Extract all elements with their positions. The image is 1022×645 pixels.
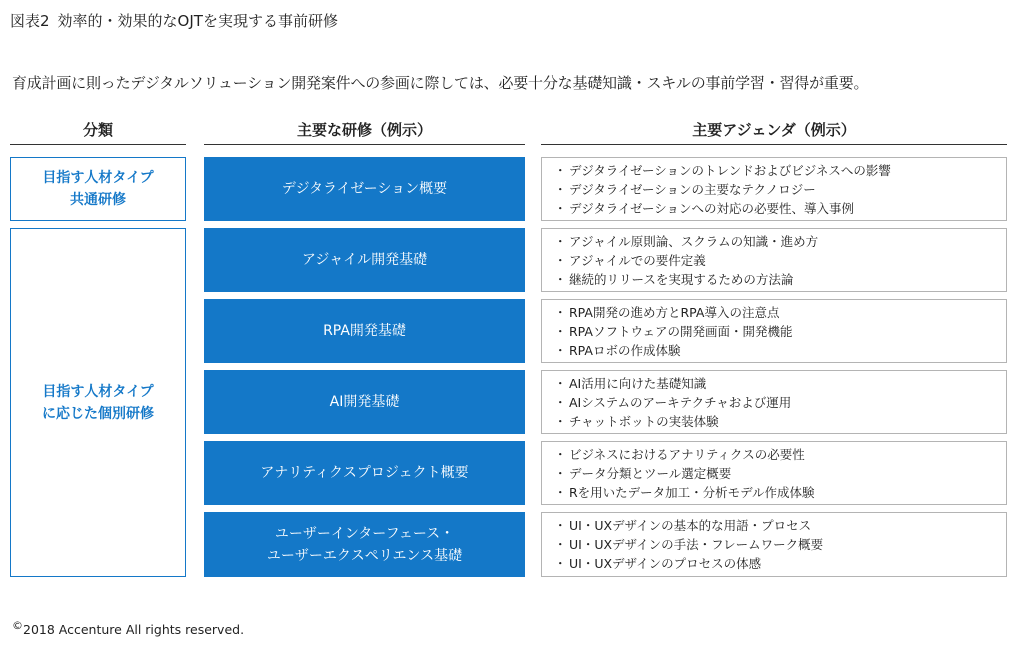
- agenda-box: [541, 370, 1007, 434]
- bullet: ・: [554, 413, 567, 429]
- agenda-item: [554, 161, 1006, 180]
- agenda-item: [554, 464, 1006, 483]
- agenda-text: チャットボットの実装体験: [569, 413, 719, 429]
- training-label: ユーザーインターフェース・: [274, 525, 455, 542]
- agenda-text: デジタライゼーションの主要なテクノロジー: [569, 181, 816, 197]
- training-label: アナリティクスプロジェクト概要: [260, 465, 469, 481]
- agenda-item: [554, 445, 1006, 464]
- bullet: ・: [554, 537, 567, 552]
- agenda-text: UI・UXデザインの手法・フレームワーク概要: [569, 537, 824, 552]
- bullet: ・: [554, 233, 567, 249]
- agenda-text: RPAロボの作成体験: [569, 342, 681, 358]
- agenda-item: [554, 554, 1006, 573]
- agenda-item: [554, 270, 1006, 289]
- training-box: [204, 370, 525, 434]
- agenda-item: [554, 374, 1006, 393]
- agenda-item: [554, 251, 1006, 270]
- category-common: [10, 157, 186, 221]
- agenda-item: [554, 232, 1006, 251]
- agenda-text: 継続的リリースを実現するための方法論: [569, 271, 794, 287]
- agenda-text: RPA開発の進め方とRPA導入の注意点: [569, 304, 780, 320]
- bullet: ・: [554, 375, 567, 391]
- bullet: ・: [554, 323, 567, 339]
- bullet: ・: [554, 394, 567, 410]
- agenda-text: データ分類とツール選定概要: [569, 465, 732, 481]
- training-box: [204, 228, 525, 292]
- figure-number: 図表2: [10, 12, 50, 30]
- category-label-line: 共通研修: [70, 192, 126, 208]
- bullet: ・: [554, 162, 567, 178]
- agenda-box: [541, 228, 1007, 292]
- header-training: 主要な研修（例示）: [296, 121, 432, 139]
- bullet: ・: [554, 465, 567, 481]
- agenda-text: Rを用いたデータ加工・分析モデル作成体験: [569, 484, 815, 500]
- header-category: 分類: [82, 121, 113, 139]
- training-box: [204, 512, 525, 577]
- copyright-text: 2018 Accenture All rights reserved.: [23, 622, 245, 637]
- category-label-line: に応じた個別研修: [42, 405, 154, 422]
- training-box: [204, 299, 525, 363]
- header-agenda: 主要アジェンダ（例示）: [692, 121, 856, 139]
- category-individual: [10, 228, 186, 577]
- agenda-box: [541, 299, 1007, 363]
- agenda-box: [541, 441, 1007, 505]
- agenda-item: [554, 322, 1006, 341]
- agenda-item: [554, 535, 1006, 554]
- training-box: [204, 157, 525, 221]
- bullet: ・: [554, 342, 567, 358]
- agenda-box: [541, 157, 1007, 221]
- bullet: ・: [554, 518, 567, 533]
- training-label: デジタライゼーション概要: [281, 181, 448, 197]
- agenda-text: デジタライゼーションのトレンドおよびビジネスへの影響: [569, 162, 891, 178]
- agenda-item: [554, 393, 1006, 412]
- bullet: ・: [554, 446, 567, 462]
- bullet: ・: [554, 484, 567, 500]
- agenda-item: [554, 483, 1006, 502]
- training-label: アジャイル開発基礎: [301, 252, 428, 268]
- agenda-text: UI・UXデザインの基本的な用語・プロセス: [569, 518, 812, 533]
- bullet: ・: [554, 181, 567, 197]
- agenda-text: AI活用に向けた基礎知識: [569, 375, 707, 391]
- bullet: ・: [554, 304, 567, 320]
- agenda-text: UI・UXデザインのプロセスの体感: [569, 556, 762, 571]
- bullet: ・: [554, 252, 567, 268]
- agenda-text: アジャイルでの要件定義: [569, 252, 706, 268]
- figure-title: [10, 10, 338, 31]
- agenda-item: [554, 180, 1006, 199]
- agenda-item: [554, 303, 1006, 322]
- bullet: ・: [554, 271, 567, 287]
- agenda-box: [541, 512, 1007, 577]
- agenda-text: AIシステムのアーキテクチャおよび運用: [569, 394, 792, 410]
- training-box: [204, 441, 525, 505]
- agenda-text: RPAソフトウェアの開発画面・開発機能: [569, 323, 793, 339]
- category-label-line: 目指す人材タイプ: [42, 170, 154, 186]
- agenda-item: [554, 412, 1006, 431]
- training-label: ユーザーエクスペリエンス基礎: [266, 547, 463, 564]
- agenda-item: [554, 199, 1006, 218]
- agenda-text: アジャイル原則論、スクラムの知識・進め方: [569, 233, 819, 249]
- copyright-symbol: ©: [12, 619, 23, 632]
- training-label: RPA開発基礎: [323, 323, 406, 339]
- agenda-item: [554, 516, 1006, 535]
- copyright: [12, 619, 245, 637]
- header-rule-agenda: [541, 144, 1007, 145]
- figure-subtitle: 育成計画に則ったデジタルソリューション開発案件への参画に際しては、必要十分な基礎知識・スキルの事前学習・習得が重要。: [12, 74, 869, 92]
- bullet: ・: [554, 556, 567, 571]
- bullet: ・: [554, 200, 567, 216]
- header-rule-training: [204, 144, 525, 145]
- agenda-text: デジタライゼーションへの対応の必要性、導入事例: [569, 200, 855, 216]
- category-label-line: 目指す人材タイプ: [42, 383, 154, 400]
- training-label: AI開発基礎: [329, 394, 400, 410]
- agenda-item: [554, 341, 1006, 360]
- figure-title-text: 効率的・効果的なOJTを実現する事前研修: [57, 12, 338, 30]
- header-rule-category: [10, 144, 186, 145]
- agenda-text: ビジネスにおけるアナリティクスの必要性: [569, 446, 805, 462]
